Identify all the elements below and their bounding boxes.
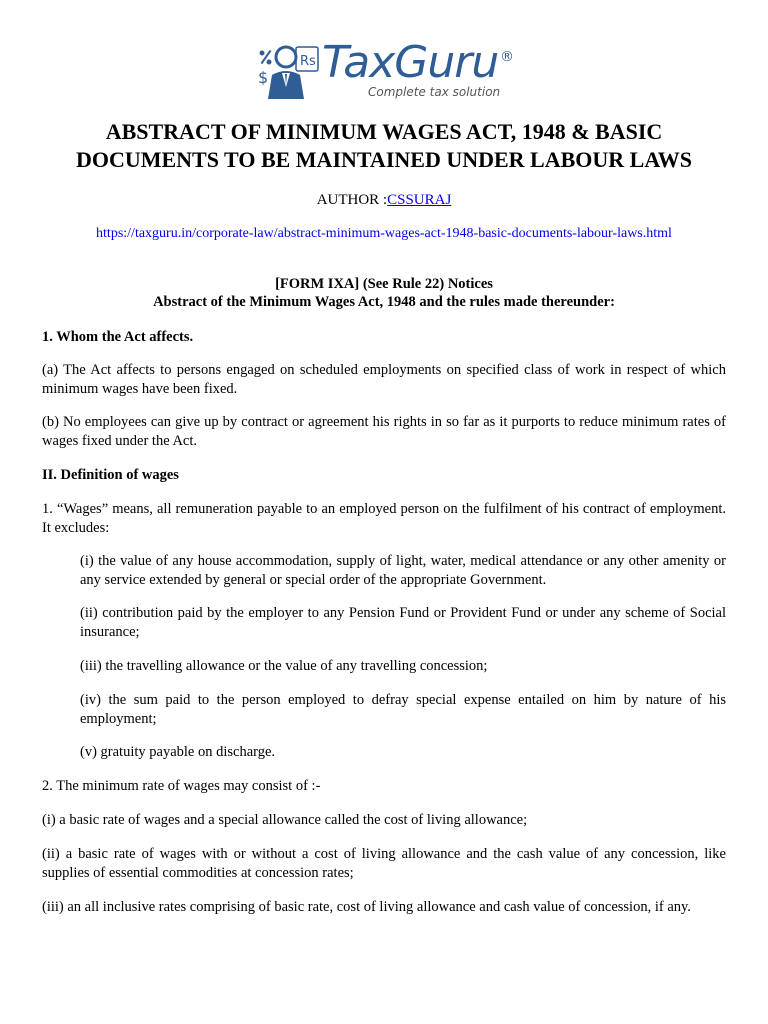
exclusion-item-iii: (iii) the travelling allowance or the value of any travelling concession; bbox=[80, 658, 488, 674]
rate-item-iii: (iii) an all inclusive rates comprising of basic rate, cost of living allowance and cash value of concession, if any. bbox=[42, 899, 691, 915]
svg-text:Rs: Rs bbox=[300, 54, 316, 69]
logo-registered-mark: ® bbox=[500, 49, 514, 65]
section-1-para-b: (b) No employees can give up by contract or agreement his rights in so far as it purports to reduce minimum rates of wages fixed under the Act. bbox=[42, 414, 726, 449]
author-label: AUTHOR : bbox=[316, 192, 388, 208]
exclusion-item-i: (i) the value of any house accommodation, supply of light, water, medical attendance or any other amenity or any service extended by general or special order of the appropriate Government. bbox=[80, 553, 726, 588]
source-url-link[interactable]: https://taxguru.in/corporate-law/abstract-minimum-wages-act-1948-basic-documents-labour-laws.html bbox=[96, 226, 672, 241]
exclusion-item-iv: (iv) the sum paid to the person employed to defray special expense entailed on him by nature of his employment; bbox=[80, 692, 726, 727]
exclusion-item-ii: (ii) contribution paid by the employer to any Pension Fund or Provident Fund or under any scheme of Social insurance; bbox=[80, 605, 726, 640]
taxguru-logo bbox=[256, 37, 516, 101]
logo-brand-text: TaxGuru bbox=[322, 37, 499, 88]
taxguru-logo-icon bbox=[256, 43, 320, 99]
svg-text:$: $ bbox=[258, 68, 269, 87]
section-2-para-2: 2. The minimum rate of wages may consist of :- bbox=[42, 778, 321, 794]
logo-tagline: Complete tax solution bbox=[368, 85, 501, 99]
section-1-heading: 1. Whom the Act affects. bbox=[42, 329, 194, 345]
author-link[interactable]: CSSURAJ bbox=[387, 192, 452, 208]
title-line-1: ABSTRACT OF MINIMUM WAGES ACT, 1948 & BASIC bbox=[105, 119, 663, 144]
exclusion-item-v: (v) gratuity payable on discharge. bbox=[80, 744, 276, 760]
form-heading-line-1: [FORM IXA] (See Rule 22) Notices bbox=[275, 276, 493, 292]
section-1-para-a: (a) The Act affects to persons engaged on scheduled employments on specified class of work in respect of which minimum wages have been fixed. bbox=[42, 362, 726, 397]
document-title bbox=[40, 118, 728, 174]
rate-item-ii: (ii) a basic rate of wages with or without a cost of living allowance and the cash value of any concession, like supplies of essential commodities at concession rates; bbox=[42, 846, 726, 881]
title-line-2: DOCUMENTS TO BE MAINTAINED UNDER LABOUR LAWS bbox=[75, 147, 693, 172]
form-heading-line-2: Abstract of the Minimum Wages Act, 1948 and the rules made thereunder: bbox=[153, 294, 615, 310]
rate-item-i: (i) a basic rate of wages and a special allowance called the cost of living allowance; bbox=[42, 812, 528, 828]
section-2-heading: II. Definition of wages bbox=[42, 467, 179, 483]
form-heading bbox=[0, 275, 768, 311]
section-2-para-1: 1. “Wages” means, all remuneration payable to an employed person on the fulfilment of his contract of employment. It excludes: bbox=[42, 501, 726, 536]
author-line bbox=[0, 192, 768, 209]
